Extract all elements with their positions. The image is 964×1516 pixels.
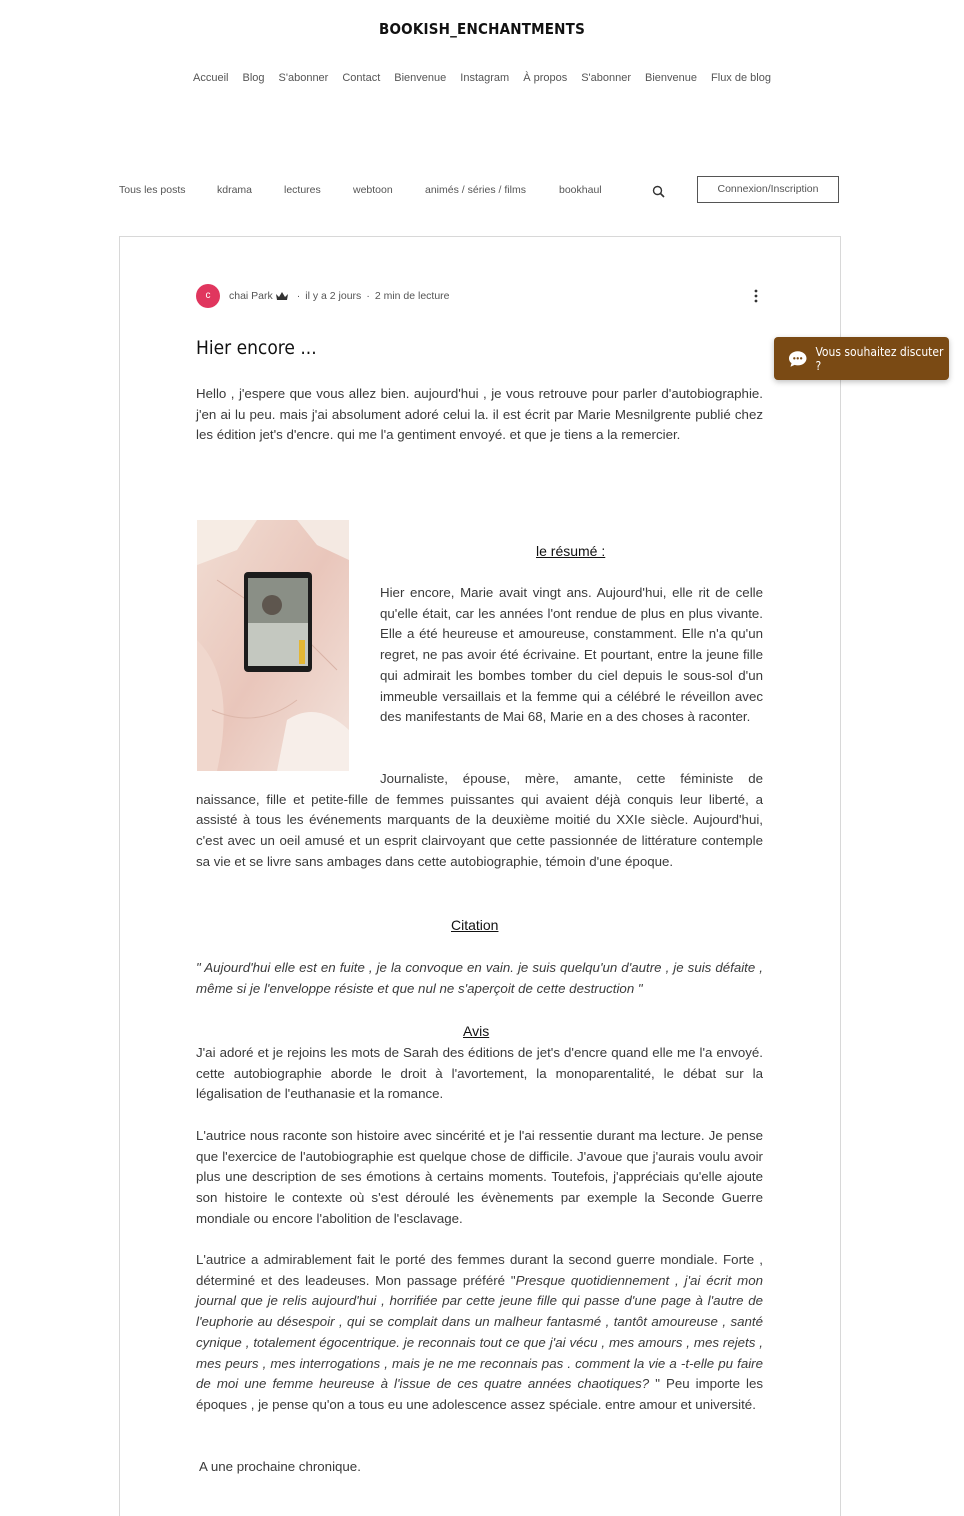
read-time: 2 min de lecture — [374, 290, 450, 302]
resume-paragraph-2: Journaliste, épouse, mère, amante, cette féministe de naissance, fille et petite-fille de femmes puissantes qui avaient déjà conquis leur liberté, a assisté à tous les événements marquants de la deuxième moitié du XXIe siècle. Aujourd'hui, c'est avec un oeil amusé et un esprit clairvoyant que cette passionnée de littérature contemple sa vie et se livre sans ambages dans cette autobiographie, témoin d'une époque. — [196, 771, 763, 869]
book-photo — [197, 520, 349, 771]
cat-webtoon[interactable]: webtoon — [353, 184, 393, 196]
avis-paragraph-2: L'autrice nous raconte son histoire avec sincérité et je l'ai ressentie durant ma lecture. Je pense que l'exercice de l'autobiographie est quelque chose de difficile. J'avoue que j'aurais voulu avoir plus une description de ses émotions à certains moments. Toutefois, j'appréciais qu'elle ajoute son histoire le contexte où s'est déroulé les évènements par exemple la Seconde Guerre mondiale ou encore l'abolition de l'esclavage. — [196, 1128, 763, 1226]
search-icon[interactable] — [652, 185, 665, 198]
cat-tous-les-posts[interactable]: Tous les posts — [119, 184, 186, 196]
nav-instagram[interactable]: Instagram — [460, 72, 510, 84]
nav-contact[interactable]: Contact — [342, 72, 381, 84]
avis-3-start: L'autrice a admirablement fait le porté des femmes durant la second guerre mondiale. Forte , déterminé et des leadeuses. Mon passage préféré " — [196, 1252, 763, 1288]
site-title[interactable]: BOOKISH_ENCHANTMENTS — [379, 20, 585, 38]
chat-bubble-icon — [788, 350, 807, 368]
nav-a-propos[interactable]: À propos — [523, 72, 568, 84]
cat-kdrama[interactable]: kdrama — [217, 184, 253, 196]
chat-button[interactable] — [774, 337, 949, 380]
avis-3-end: " Peu importe les époques , je pense qu'on a tous eu une adolescence assez spéciale. entre amour et université. — [196, 1376, 763, 1412]
cat-bookhaul[interactable]: bookhaul — [559, 184, 602, 196]
more-icon[interactable] — [750, 288, 762, 304]
intro-paragraph: Hello , j'espere que vous allez bien. aujourd'hui , je vous retrouve pour parler d'autobiographie. j'en ai lu peu. mais j'ai absolument adoré celui la. il est écrit par Marie Mesnilgrente publié chez les édition jet's d'encre. qui me l'a gentiment envoyé. et que je tiens a la remercier. — [196, 386, 763, 443]
chat-label: Vous souhaitez discuter ? — [815, 344, 944, 373]
post-meta — [229, 290, 450, 302]
avatar[interactable]: c — [196, 284, 220, 308]
avis-heading: Avis — [463, 1023, 490, 1039]
nav-blog[interactable]: Blog — [242, 72, 265, 84]
separator-dot: · — [366, 290, 370, 302]
resume-heading: le résumé : — [536, 543, 606, 559]
separator-dot: · — [296, 290, 301, 302]
nav-bienvenue-2[interactable]: Bienvenue — [645, 72, 698, 84]
cat-lectures[interactable]: lectures — [284, 184, 321, 196]
closing-line: A une prochaine chronique. — [199, 1459, 361, 1474]
avis-paragraph-3 — [196, 1250, 763, 1416]
citation-text: " Aujourd'hui elle est en fuite , je la convoque en vain. je suis quelqu'un d'autre , je suis défaite , même si je l'enveloppe résiste et que nul ne s'aperçoit de cette destruction " — [196, 960, 763, 996]
citation-heading: Citation — [451, 917, 499, 933]
nav-sabonner[interactable]: S'abonner — [278, 72, 329, 84]
avis-paragraph-1: J'ai adoré et je rejoins les mots de Sarah des éditions de jet's d'encre quand elle me l'a envoyé. cette autobiographie aborde le droit à l'avortement, la monoparentalité, le débat sur la légalisation de l'euthanasie et la romance. — [196, 1045, 763, 1102]
crown-icon — [276, 292, 288, 301]
nav-bienvenue[interactable]: Bienvenue — [394, 72, 447, 84]
resume-paragraph: Hier encore, Marie avait vingt ans. Aujourd'hui, elle rit de celle qu'elle était, car les années l'ont rendue de plus en plus vivante. Elle a été heureuse et amoureuse, constamment. Elle n'a qu'un regret, ne pas avoir été écrivaine. Et pourtant, entre la jeune fille qui admirait les bombes tomber du ciel depuis le sous-sol d'un immeuble versaillais et la femme qui a célébré le réveillon avec des manifestants de Mai 68, Marie en a des choses à raconter. — [380, 585, 763, 725]
author-name[interactable]: chai Park — [229, 290, 273, 302]
favorite-quote: Presque quotidiennement , j'ai écrit mon journal que je relis aujourd'hui , horrifiée par cette jeune fille qui passe d'une page à l'autre de l'euphorie au désespoir , qui se complait dans un malheur fantasmé , tantôt amoureuse , santé cynique , totalement égocentrique. je reconnais tout ce que j'ai vécu , mes amours , mes rejets , mes peurs , mes interrogations , mais je ne me reconnais pas . comment la vie a -t-elle pu faire de moi une femme heureuse à l'issue de ces quatre années chaotiques? — [196, 1272, 763, 1392]
main-nav — [0, 72, 964, 84]
nav-sabonner-2[interactable]: S'abonner — [581, 72, 632, 84]
login-button[interactable]: Connexion/Inscription — [697, 176, 839, 203]
cat-animes-series-films[interactable]: animés / séries / films — [425, 184, 526, 196]
post-date: il y a 2 jours — [305, 290, 362, 302]
nav-flux-de-blog[interactable]: Flux de blog — [711, 72, 771, 84]
post-title: Hier encore ... — [196, 337, 317, 359]
nav-accueil[interactable]: Accueil — [193, 72, 229, 84]
